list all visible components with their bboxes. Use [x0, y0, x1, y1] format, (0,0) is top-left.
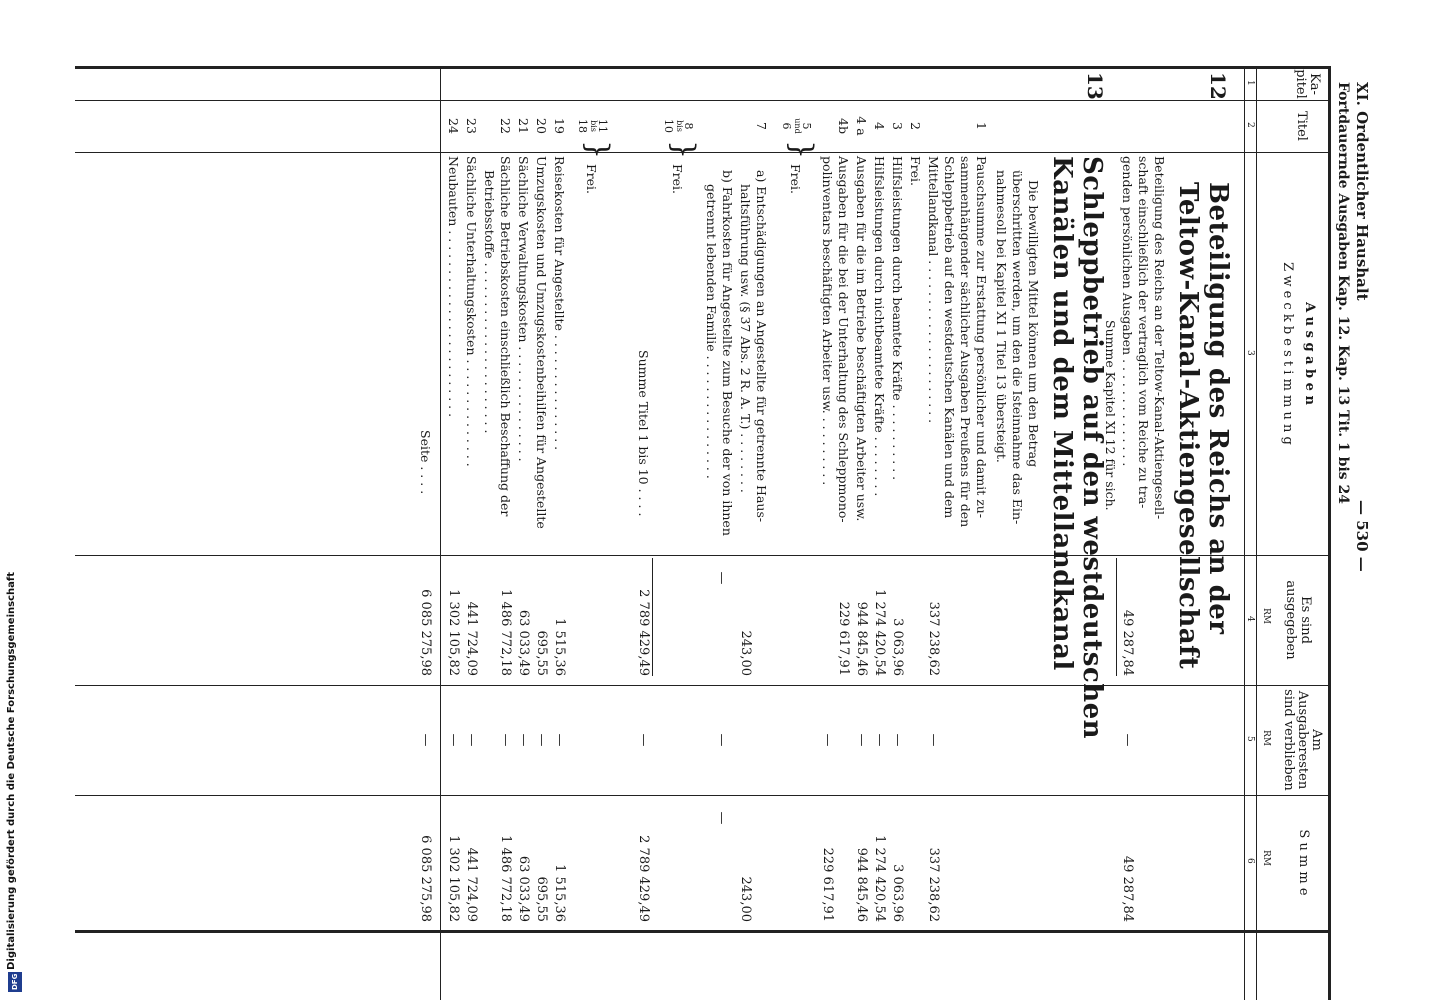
row21-rest: — [516, 733, 531, 747]
row4-text: Hilfsleistungen durch nichtbeamtete Kräfte . . . . . . . . [872, 156, 887, 497]
unit-col4: RM [1261, 608, 1271, 624]
row1-line-4: Mittellandkanal . . . . . . . . . . . . . . . . . . . . . [926, 156, 941, 424]
row24-amount: 1 302 105,82 [446, 589, 461, 676]
row7b-sum: — [714, 811, 729, 825]
row4a-amount: 944 845,46 [854, 601, 869, 676]
row22-amount: 1 486 772,18 [498, 589, 513, 676]
seite-sum: 6 085 275,98 [418, 835, 433, 922]
row22-line-1: Sächliche Betriebskosten einschließlich Beschaffung der [498, 156, 513, 517]
kap13-note-1: Die bewilligten Mittel können um den Betrag [1026, 180, 1041, 468]
row7a-line-2: haltsführung usw. (§ 37 Abs. 2 R. A. T.) . . . . . . . . [738, 184, 753, 493]
row4-rest: — [872, 733, 887, 747]
row23-titel: 23 [464, 118, 479, 134]
frei-6-titel: 6 [780, 122, 793, 130]
kap12-heading-1: Beteiligung des Reichs an der [1203, 182, 1233, 635]
row23-amount: 441 724,09 [464, 601, 479, 676]
kap12-number: 12 [1206, 72, 1230, 100]
colnum-5: 5 [1245, 736, 1255, 742]
row4b-titel: 4b [836, 118, 851, 134]
row20-titel: 20 [534, 118, 549, 134]
row23-text: Sächliche Unterhaltungskosten . . . . . . . . . . . . . . [464, 156, 479, 467]
row4-titel: 4 [872, 122, 887, 130]
row4a-titel: 4 a [854, 116, 869, 136]
kap13-heading-1: Schleppbetrieb auf den westdeutschen [1077, 156, 1107, 740]
row7-rest: — [714, 733, 729, 747]
row24-rest: — [446, 733, 461, 747]
kap12-text-3: genden persönlichen Ausgaben . . . . . . . . . . . . . . [1120, 156, 1135, 467]
colnum-1: 1 [1245, 80, 1255, 86]
page-subtitle: Fortdauernde Ausgaben Kap. 12. Kap. 13 Tit. 1 bis 24 [1335, 82, 1351, 505]
row4b-line-1: Ausgaben für die bei der Unterhaltung des Schleppmono- [836, 156, 851, 523]
row24-sum: 1 302 105,82 [446, 835, 461, 922]
row3-titel: 3 [890, 122, 905, 130]
row7a-sum: 243,00 [738, 876, 753, 922]
col-kapitel: Ka- pitel [1293, 69, 1322, 99]
col-am-ausgaberesten: Am Ausgaberesten sind verblieben [1281, 689, 1324, 791]
row4a-sum: 944 845,46 [854, 847, 869, 922]
kap12-rest: — [1120, 733, 1135, 747]
row22-line-2: Betriebsstoffe . . . . . . . . . . . . . . . . . . . . . . [482, 170, 497, 434]
row21-sum: 63 033,49 [516, 855, 531, 922]
row2-titel: 2 [908, 122, 923, 130]
frei-8-bis: bis [675, 120, 684, 132]
unit-col6: RM [1261, 850, 1271, 866]
col-zweckbestimmung: Z w e c k b e s t i m m u n g [1280, 262, 1295, 445]
col-titel: Titel [1294, 111, 1309, 141]
row24-titel: 24 [446, 118, 461, 134]
row21-amount: 63 033,49 [516, 609, 531, 676]
row1-line-3: Schleppbetrieb auf den westdeutschen Kanälen und dem [942, 156, 957, 519]
frei-5-6-text: Frei. [788, 164, 803, 195]
row1-sum: 337 238,62 [926, 847, 941, 922]
row20-amount: 695,55 [534, 630, 549, 676]
row7-titel: 7 [754, 122, 769, 130]
seite-label: Seite . . . . [418, 430, 433, 495]
col-es-sind-ausgegeben: Es sind ausgegeben [1283, 580, 1313, 660]
seite-rest: — [418, 733, 433, 747]
frei-8-10-text: Frei. [670, 164, 685, 195]
row7b-line-2: getrennt lebenden Familie . . . . . . . . . . . . . . . . [704, 184, 719, 479]
col-summe: S u m m e [1296, 829, 1311, 896]
row19-amount: 1 515,36 [552, 618, 567, 676]
digitization-credit [6, 572, 28, 1000]
frei-18-titel: 18 [576, 119, 589, 133]
row19-titel: 19 [552, 118, 567, 134]
colnum-3: 3 [1245, 350, 1255, 356]
row1-amount: 337 238,62 [926, 601, 941, 676]
row22-sum: 1 486 772,18 [498, 835, 513, 922]
row4b-amount: 229 617,91 [836, 601, 851, 676]
colnum-4: 4 [1245, 616, 1255, 622]
row4a-rest: — [854, 733, 869, 747]
row2-text: Frei. [908, 156, 923, 187]
summe-1-10-amount: 2 789 429,49 [636, 589, 651, 676]
frei-11-18-text: Frei. [584, 164, 599, 195]
colnum-2: 2 [1245, 122, 1255, 128]
col-ausgaben: A u s g a b e n [1302, 302, 1317, 405]
row3-text: Hilfsleistungen durch beamtete Kräfte . . . . . . . . . . [890, 156, 905, 481]
frei-5-und: und [793, 118, 802, 134]
frei-8-titel: 8 [682, 122, 695, 130]
row4b-rest: — [820, 733, 835, 747]
kap12-summe-label: Summe Kapitel XI 12 für sich. [1103, 320, 1118, 511]
row7a-amount: 243,00 [738, 630, 753, 676]
row20-sum: 695,55 [534, 876, 549, 922]
row7b-line-1: b) Fahrkosten für Angestellte zum Besuche der von ihnen [720, 170, 735, 536]
row24-text: Neubauten . . . . . . . . . . . . . . . . . . . . . . . . [446, 156, 461, 418]
kap12-text-1: Beteiligung des Reichs an der Teltow-Kanal-Aktiengesell- [1152, 156, 1167, 520]
row19-text: Reisekosten für Angestellte . . . . . . . . . . . . . . . [552, 156, 567, 451]
frei-11-bis: bis [589, 120, 598, 132]
row4-sum: 1 274 420,54 [872, 835, 887, 922]
row4b-sum: 229 617,91 [820, 847, 835, 922]
row19-rest: — [552, 733, 567, 747]
rotated-ledger-page [75, 60, 1375, 1000]
brace-11-18: } [580, 140, 615, 160]
kap13-heading-2: Kanälen und dem Mittellandkanal [1047, 156, 1077, 671]
summe-1-10-sum: 2 789 429,49 [636, 835, 651, 922]
row21-text: Sächliche Verwaltungskosten . . . . . . . . . . . . . . . [516, 156, 531, 462]
row1-line-1: Pauschsumme zur Erstattung persönlicher und damit zu- [974, 156, 989, 519]
row4a-text: Ausgaben für die im Betriebe beschäftigten Arbeiter usw. [854, 156, 869, 522]
row3-amount: 3 063,96 [890, 618, 905, 676]
row3-rest: — [890, 733, 905, 747]
row1-titel: 1 [974, 122, 989, 130]
row19-sum: 1 515,36 [552, 864, 567, 922]
seite-amount: 6 085 275,98 [418, 589, 433, 676]
kap12-amount: 49 287,84 [1120, 609, 1135, 676]
kap13-number: 13 [1083, 72, 1107, 100]
kap12-heading-2: Teltow-Kanal-Aktiengesellschaft [1173, 182, 1203, 670]
page-number: — 530 — [1353, 500, 1371, 572]
credit-text: Digitalisierung gefördert durch die Deutsche Forschungsgemeinschaft [6, 572, 17, 970]
row21-titel: 21 [516, 118, 531, 134]
summe-1-10-rest: — [636, 733, 651, 747]
row23-rest: — [464, 733, 479, 747]
kap12-text-2: schaft einschließlich der vertraglich vom Reiche zu tra- [1136, 156, 1151, 509]
row23-sum: 441 724,09 [464, 847, 479, 922]
row4b-line-2: polinventars beschäftigten Arbeiter usw. . . . . . . . . . [820, 156, 835, 486]
row7b-amount: — [714, 571, 729, 585]
frei-11-titel: 11 [596, 119, 609, 133]
unit-col5: RM [1261, 730, 1271, 746]
row20-rest: — [534, 733, 549, 747]
kap13-note-3: nahmesoll bei Kapitel XI 1 Titel 13 übersteigt. [994, 170, 1009, 463]
colnum-6: 6 [1245, 858, 1255, 864]
row20-text: Umzugskosten und Umzugskostenbeihilfen für Angestellte [534, 156, 549, 529]
kap12-sum: 49 287,84 [1120, 855, 1135, 922]
summe-1-10-label: Summe Titel 1 bis 10 . . . . [636, 350, 651, 517]
row22-rest: — [498, 733, 513, 747]
dfg-logo: DFG [8, 972, 22, 992]
brace-5-6: } [784, 140, 819, 160]
brace-8-10: } [666, 140, 701, 160]
section-title: XI. Ordentlicher Haushalt [1353, 82, 1371, 301]
row3-sum: 3 063,96 [890, 864, 905, 922]
frei-10-titel: 10 [662, 119, 675, 133]
row7a-line-1: a) Entschädigungen an Angestellte für getrennte Haus- [754, 170, 769, 523]
frei-5-titel: 5 [800, 122, 813, 130]
row22-titel: 22 [498, 118, 513, 134]
kap13-note-2: überschritten werden, um den die Isteinnahme das Ein- [1010, 170, 1025, 525]
row1-line-2: sammenhängender sächlicher Ausgaben Preußens für den [958, 156, 973, 528]
row1-rest: — [926, 733, 941, 747]
row4-amount: 1 274 420,54 [872, 589, 887, 676]
